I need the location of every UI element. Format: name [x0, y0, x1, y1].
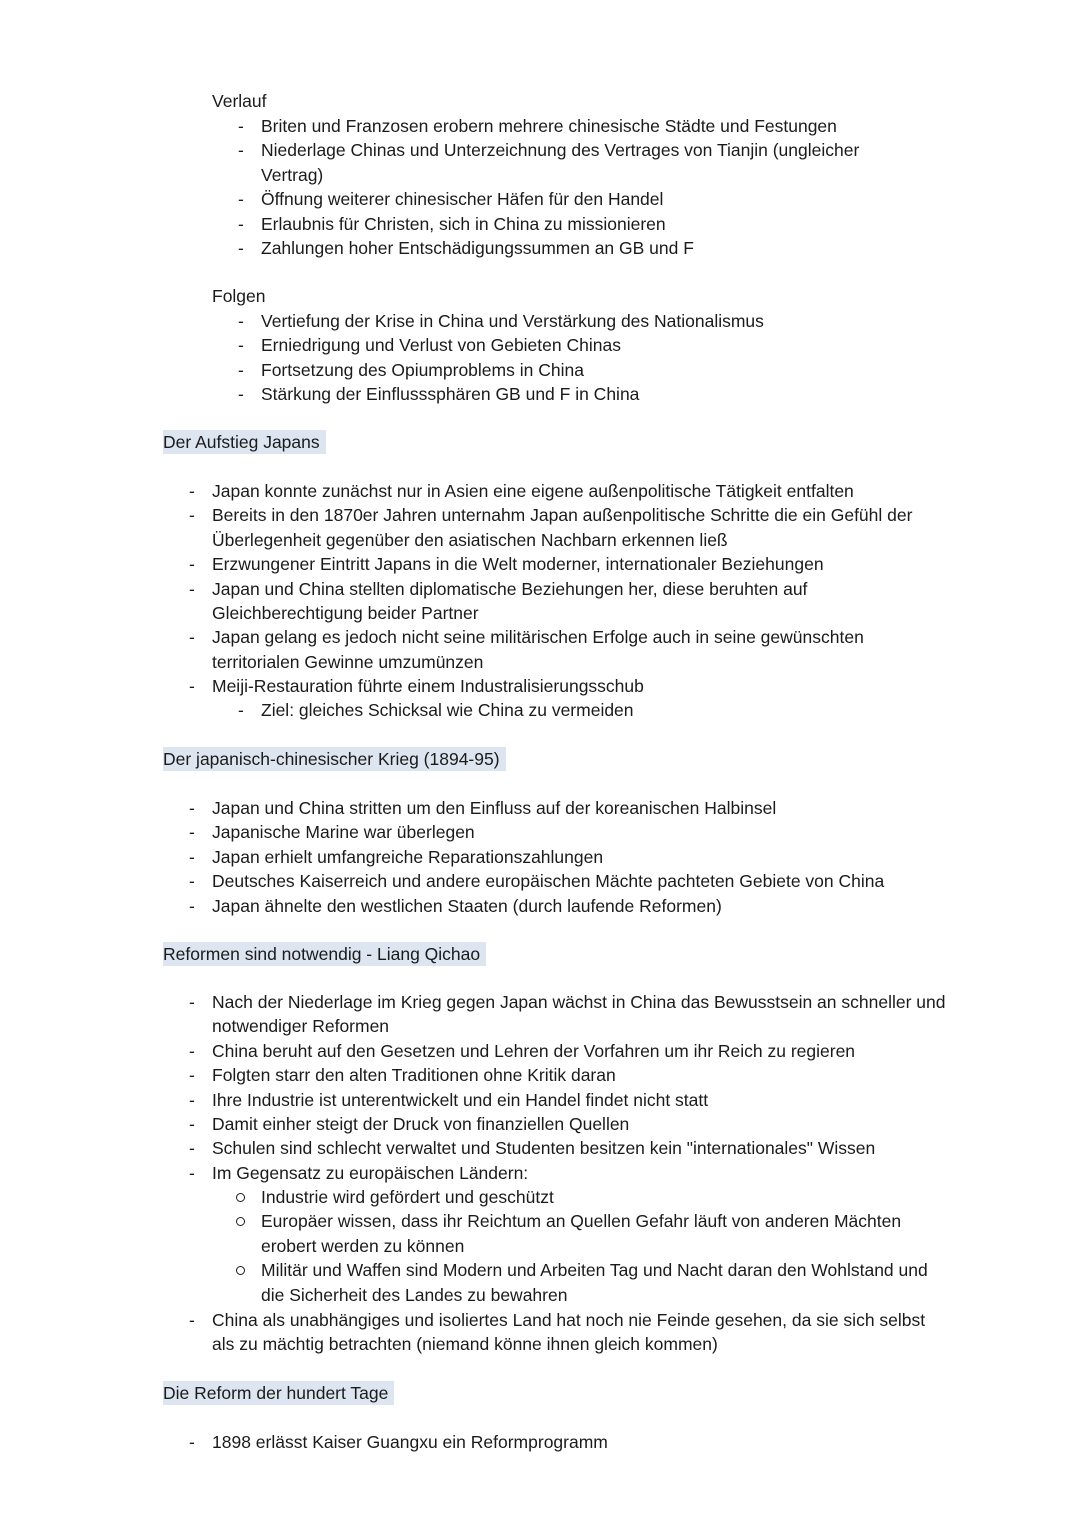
hundert-tage-list — [0, 1430, 1080, 1454]
list-item: - China als unabhängiges und isoliertes Land hat noch nie Feinde gesehen, da sie sich selbst als zu mächtig betrachten (niemand könne ihnen gleich kommen) — [0, 1308, 952, 1357]
section-title-verlauf: Verlauf — [212, 91, 267, 111]
list-item: - Öffnung weiterer chinesischer Häfen für den Handel — [0, 187, 951, 211]
list-item: - Folgten starr den alten Traditionen ohne Kritik daran — [0, 1063, 952, 1087]
krieg-list — [0, 796, 1080, 918]
list-item: - Damit einher steigt der Druck von finanziellen Quellen — [0, 1112, 952, 1136]
aufstieg-list — [0, 479, 1080, 699]
list-item: - Stärkung der Einflusssphären GB und F in China — [0, 382, 951, 406]
list-item: - Erniedrigung und Verlust von Gebieten Chinas — [0, 333, 951, 357]
list-item: - Schulen sind schlecht verwaltet und Studenten besitzen kein "internationales" Wissen — [0, 1136, 952, 1160]
list-item: - Zahlungen hoher Entschädigungssummen an GB und F — [0, 236, 951, 260]
list-item: - Niederlage Chinas und Unterzeichnung des Vertrages von Tianjin (ungleicher Vertrag) — [0, 138, 891, 187]
list-item: - Erzwungener Eintritt Japans in die Welt moderner, internationaler Beziehungen — [0, 552, 952, 576]
section-title-folgen: Folgen — [212, 286, 266, 306]
verlauf-list — [0, 114, 1080, 260]
section-heading-reformen: Reformen sind notwendig - Liang Qichao — [163, 942, 486, 966]
list-item: Europäer wissen, dass ihr Reichtum an Quellen Gefahr läuft von anderen Mächten erobert werden zu können — [0, 1209, 951, 1258]
list-item: - Japan konnte zunächst nur in Asien eine eigene außenpolitische Tätigkeit entfalten — [0, 479, 952, 503]
list-item: - Japan ähnelte den westlichen Staaten (durch laufende Reformen) — [0, 894, 952, 918]
list-item: - Japan gelang es jedoch nicht seine militärischen Erfolge auch in seine gewünschten territorialen Gewinne umzumünzen — [0, 625, 902, 674]
reformen-sublist — [0, 1185, 1080, 1307]
section-heading-krieg: Der japanisch-chinesischer Krieg (1894-95) — [163, 747, 506, 771]
list-item: - Fortsetzung des Opiumproblems in China — [0, 358, 951, 382]
list-item: Industrie wird gefördert und geschützt — [0, 1185, 951, 1209]
section-heading-aufstieg: Der Aufstieg Japans — [163, 430, 326, 454]
list-item: - Nach der Niederlage im Krieg gegen Japan wächst in China das Bewusstsein an schneller und notwendiger Reformen — [0, 990, 952, 1039]
list-item: - Vertiefung der Krise in China und Verstärkung des Nationalismus — [0, 309, 951, 333]
list-item: - Im Gegensatz zu europäischen Ländern: — [0, 1161, 952, 1185]
list-item: - Meiji-Restauration führte einem Industralisierungsschub — [0, 674, 952, 698]
list-item: - Ihre Industrie ist unterentwickelt und ein Handel findet nicht statt — [0, 1088, 952, 1112]
list-item: - China beruht auf den Gesetzen und Lehren der Vorfahren um ihr Reich zu regieren — [0, 1039, 952, 1063]
list-item: - Bereits in den 1870er Jahren unternahm Japan außenpolitische Schritte die ein Gefühl der Überlegenheit gegenüber den asiatischen Nachbarn erkennen ließ — [0, 503, 952, 552]
folgen-list — [0, 309, 1080, 407]
section-heading-hundert-tage: Die Reform der hundert Tage — [163, 1381, 394, 1405]
list-item: - Japan und China stellten diplomatische Beziehungen her, diese beruhten auf Gleichberechtigung beider Partner — [0, 577, 852, 626]
list-item: - Deutsches Kaiserreich und andere europäischen Mächte pachteten Gebiete von China — [0, 869, 952, 893]
list-item: - Ziel: gleiches Schicksal wie China zu vermeiden — [0, 698, 951, 722]
reformen-list-end — [0, 1308, 1080, 1357]
list-item: - Briten und Franzosen erobern mehrere chinesische Städte und Festungen — [0, 114, 951, 138]
list-item: - 1898 erlässt Kaiser Guangxu ein Reformprogramm — [0, 1430, 952, 1454]
list-item: Militär und Waffen sind Modern und Arbeiten Tag und Nacht daran den Wohlstand und die Sicherheit des Landes zu bewahren — [0, 1258, 951, 1307]
list-item: - Japan und China stritten um den Einfluss auf der koreanischen Halbinsel — [0, 796, 952, 820]
aufstieg-sublist — [0, 698, 1080, 722]
reformen-list — [0, 990, 1080, 1185]
list-item: - Japanische Marine war überlegen — [0, 820, 952, 844]
list-item: - Erlaubnis für Christen, sich in China zu missionieren — [0, 212, 951, 236]
list-item: - Japan erhielt umfangreiche Reparationszahlungen — [0, 845, 952, 869]
